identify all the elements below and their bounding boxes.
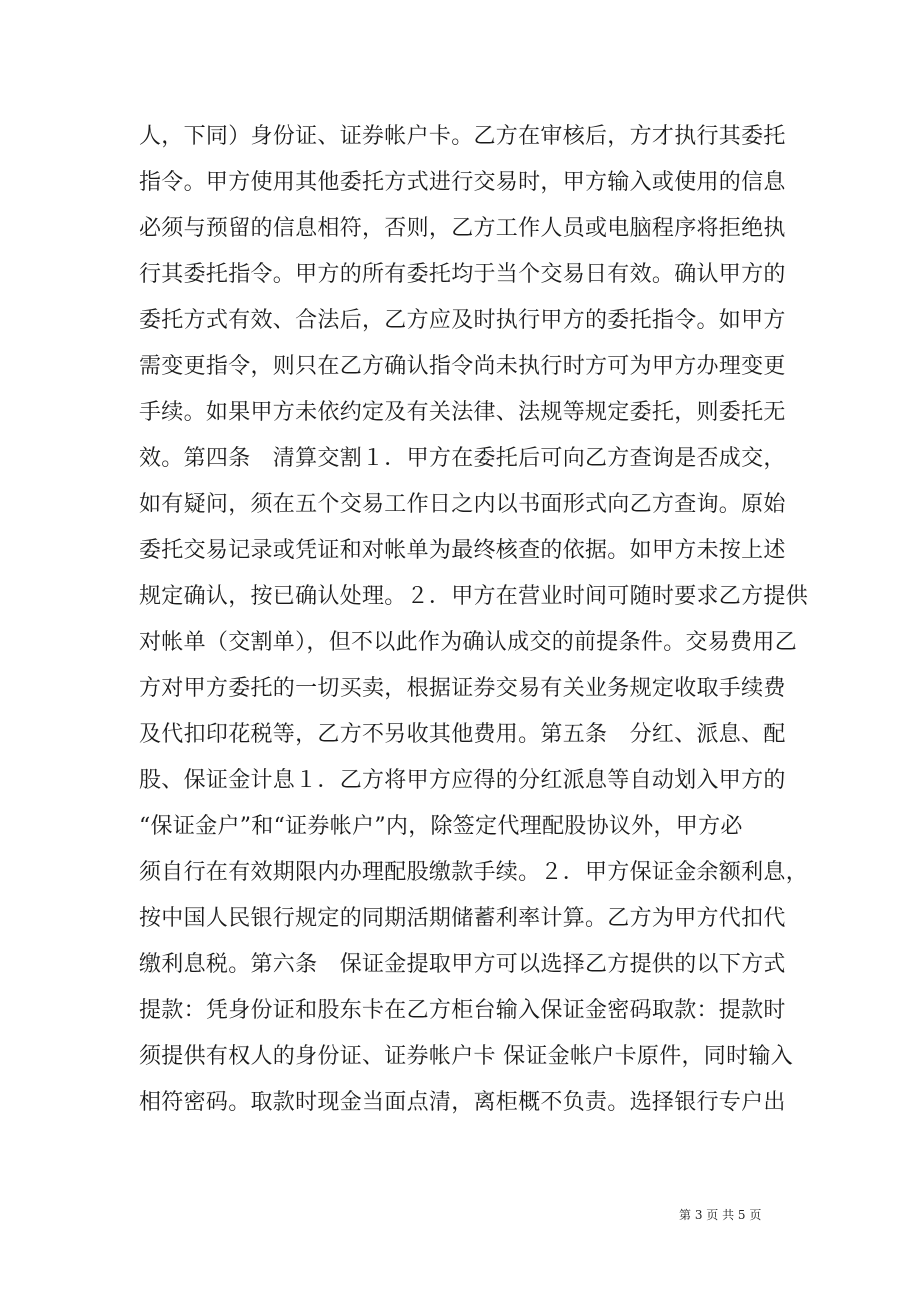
text-line: 方对甲方委托的一切买卖，根据证券交易有关业务规定收取手续费 [139,676,786,701]
body-text [139,114,809,1126]
text-line: 提款：凭身份证和股东卡在乙方柜台输入保证金密码取款：提款时 [139,998,786,1023]
text-line: 人，下同）身份证、证券帐户卡。乙方在审核后，方才执行其委托 [139,124,786,149]
text-line: 规定确认，按已确认处理。２．甲方在营业时间可随时要求乙方提供 [139,584,809,609]
text-line: 相符密码。取款时现金当面点清，离柜概不负责。选择银行专户出 [139,1090,786,1115]
text-line: 委托方式有效、合法后，乙方应及时执行甲方的委托指令。如甲方 [139,308,786,333]
text-line: 必须与预留的信息相符，否则，乙方工作人员或电脑程序将拒绝执 [139,216,786,241]
text-line: 行其委托指令。甲方的所有委托均于当个交易日有效。确认甲方的 [139,262,786,287]
text-line: 手续。如果甲方未依约定及有关法律、法规等规定委托，则委托无 [139,400,786,425]
text-line: 股、保证金计息１．乙方将甲方应得的分红派息等自动划入甲方的 [139,768,786,793]
text-line: 对帐单（交割单），但不以此作为确认成交的前提条件。交易费用乙 [139,630,798,655]
text-line: 须自行在有效期限内办理配股缴款手续。２．甲方保证金余额利息， [139,860,809,885]
text-line: 指令。甲方使用其他委托方式进行交易时，甲方输入或使用的信息 [139,170,786,195]
text-line: 缴利息税。第六条 保证金提取甲方可以选择乙方提供的以下方式 [139,952,786,977]
text-line: 按中国人民银行规定的同期活期储蓄利率计算。乙方为甲方代扣代 [139,906,786,931]
text-line: 如有疑问，须在五个交易工作日之内以书面形式向乙方查询。原始 [139,492,786,517]
text-line: 及代扣印花税等，乙方不另收其他费用。第五条 分红、派息、配 [139,722,786,747]
text-line: 委托交易记录或凭证和对帐单为最终核查的依据。如甲方未按上述 [139,538,786,563]
page-number: 第 3 页 共 5 页 [679,1208,762,1222]
text-line: “保证金户”和“证券帐户”内，除签定代理配股协议外，甲方必 [139,814,743,839]
text-line: 需变更指令，则只在乙方确认指令尚未执行时方可为甲方办理变更 [139,354,786,379]
text-line: 效。第四条 清算交割１．甲方在委托后可向乙方查询是否成交， [139,446,786,471]
text-line: 须提供有权人的身份证、证券帐户卡 保证金帐户卡原件，同时输入 [139,1044,793,1069]
